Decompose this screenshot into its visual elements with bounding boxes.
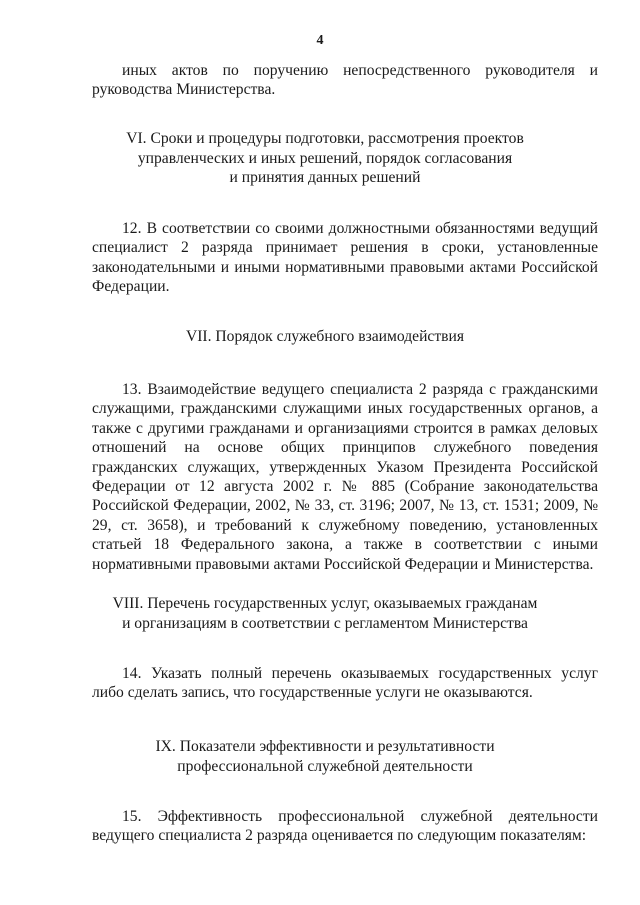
section-9-heading-line: IX. Показатели эффективности и результативности <box>155 738 495 755</box>
section-6-heading-line: управленческих и иных решений, порядок согласования <box>137 149 513 167</box>
page-number: 4 <box>316 33 324 48</box>
paragraph-15: 15. Эффективность профессиональной служебной деятельности ведущего специалиста 2 разряда оценивается по следующим показателям: <box>92 808 598 845</box>
section-7-heading-line: VII. Порядок служебного взаимодействия <box>185 328 465 345</box>
paragraph-12: 12. В соответствии со своими должностными обязанностями ведущий специалист 2 разряда принимает решения в сроки, установленные законодательными и иными нормативными правовыми актами Российской Федерации. <box>92 220 598 296</box>
paragraph-13: 13. Взаимодействие ведущего специалиста 2 разряда с гражданскими служащими, гражданскими служащими иных государственных органов, а также с другими гражданами и организациями строится в рамках деловых отношений на основе общих принципов служебного поведения гражданских служащих, утвержденных Указом Президента Российской Федерации от 12 августа 2002 г. № 885 (Собрание законодательства Российской Федерации, 2002, № 33, ст. 3196; 2007, № 13, ст. 1531; 2009, № 29, ст. 3658), и требований к служебному поведению, установленных статьей 18 Федерального закона, а также в соответствии с иными нормативными правовыми актами Российской Федерации и Министерства. <box>92 381 598 573</box>
section-6-heading <box>60 129 590 188</box>
section-8-heading-line: и организациям в соответствии с регламентом Министерства <box>122 614 528 632</box>
section-9-heading-line: профессиональной служебной деятельности <box>177 757 473 775</box>
section-8-heading <box>60 594 590 633</box>
section-7-heading <box>60 327 590 347</box>
section-6-heading-line: VI. Сроки и процедуры подготовки, рассмотрения проектов <box>126 130 524 147</box>
section-9-heading <box>60 737 590 776</box>
intro-paragraph: иных актов по поручению непосредственного руководителя и руководства Министерства. <box>92 62 598 99</box>
section-8-heading-line: VIII. Перечень государственных услуг, оказываемых гражданам <box>112 595 538 612</box>
section-6-heading-line: и принятия данных решений <box>229 169 421 187</box>
paragraph-14: 14. Указать полный перечень оказываемых государственных услуг либо сделать запись, что государственные услуги не оказываются. <box>92 665 598 702</box>
